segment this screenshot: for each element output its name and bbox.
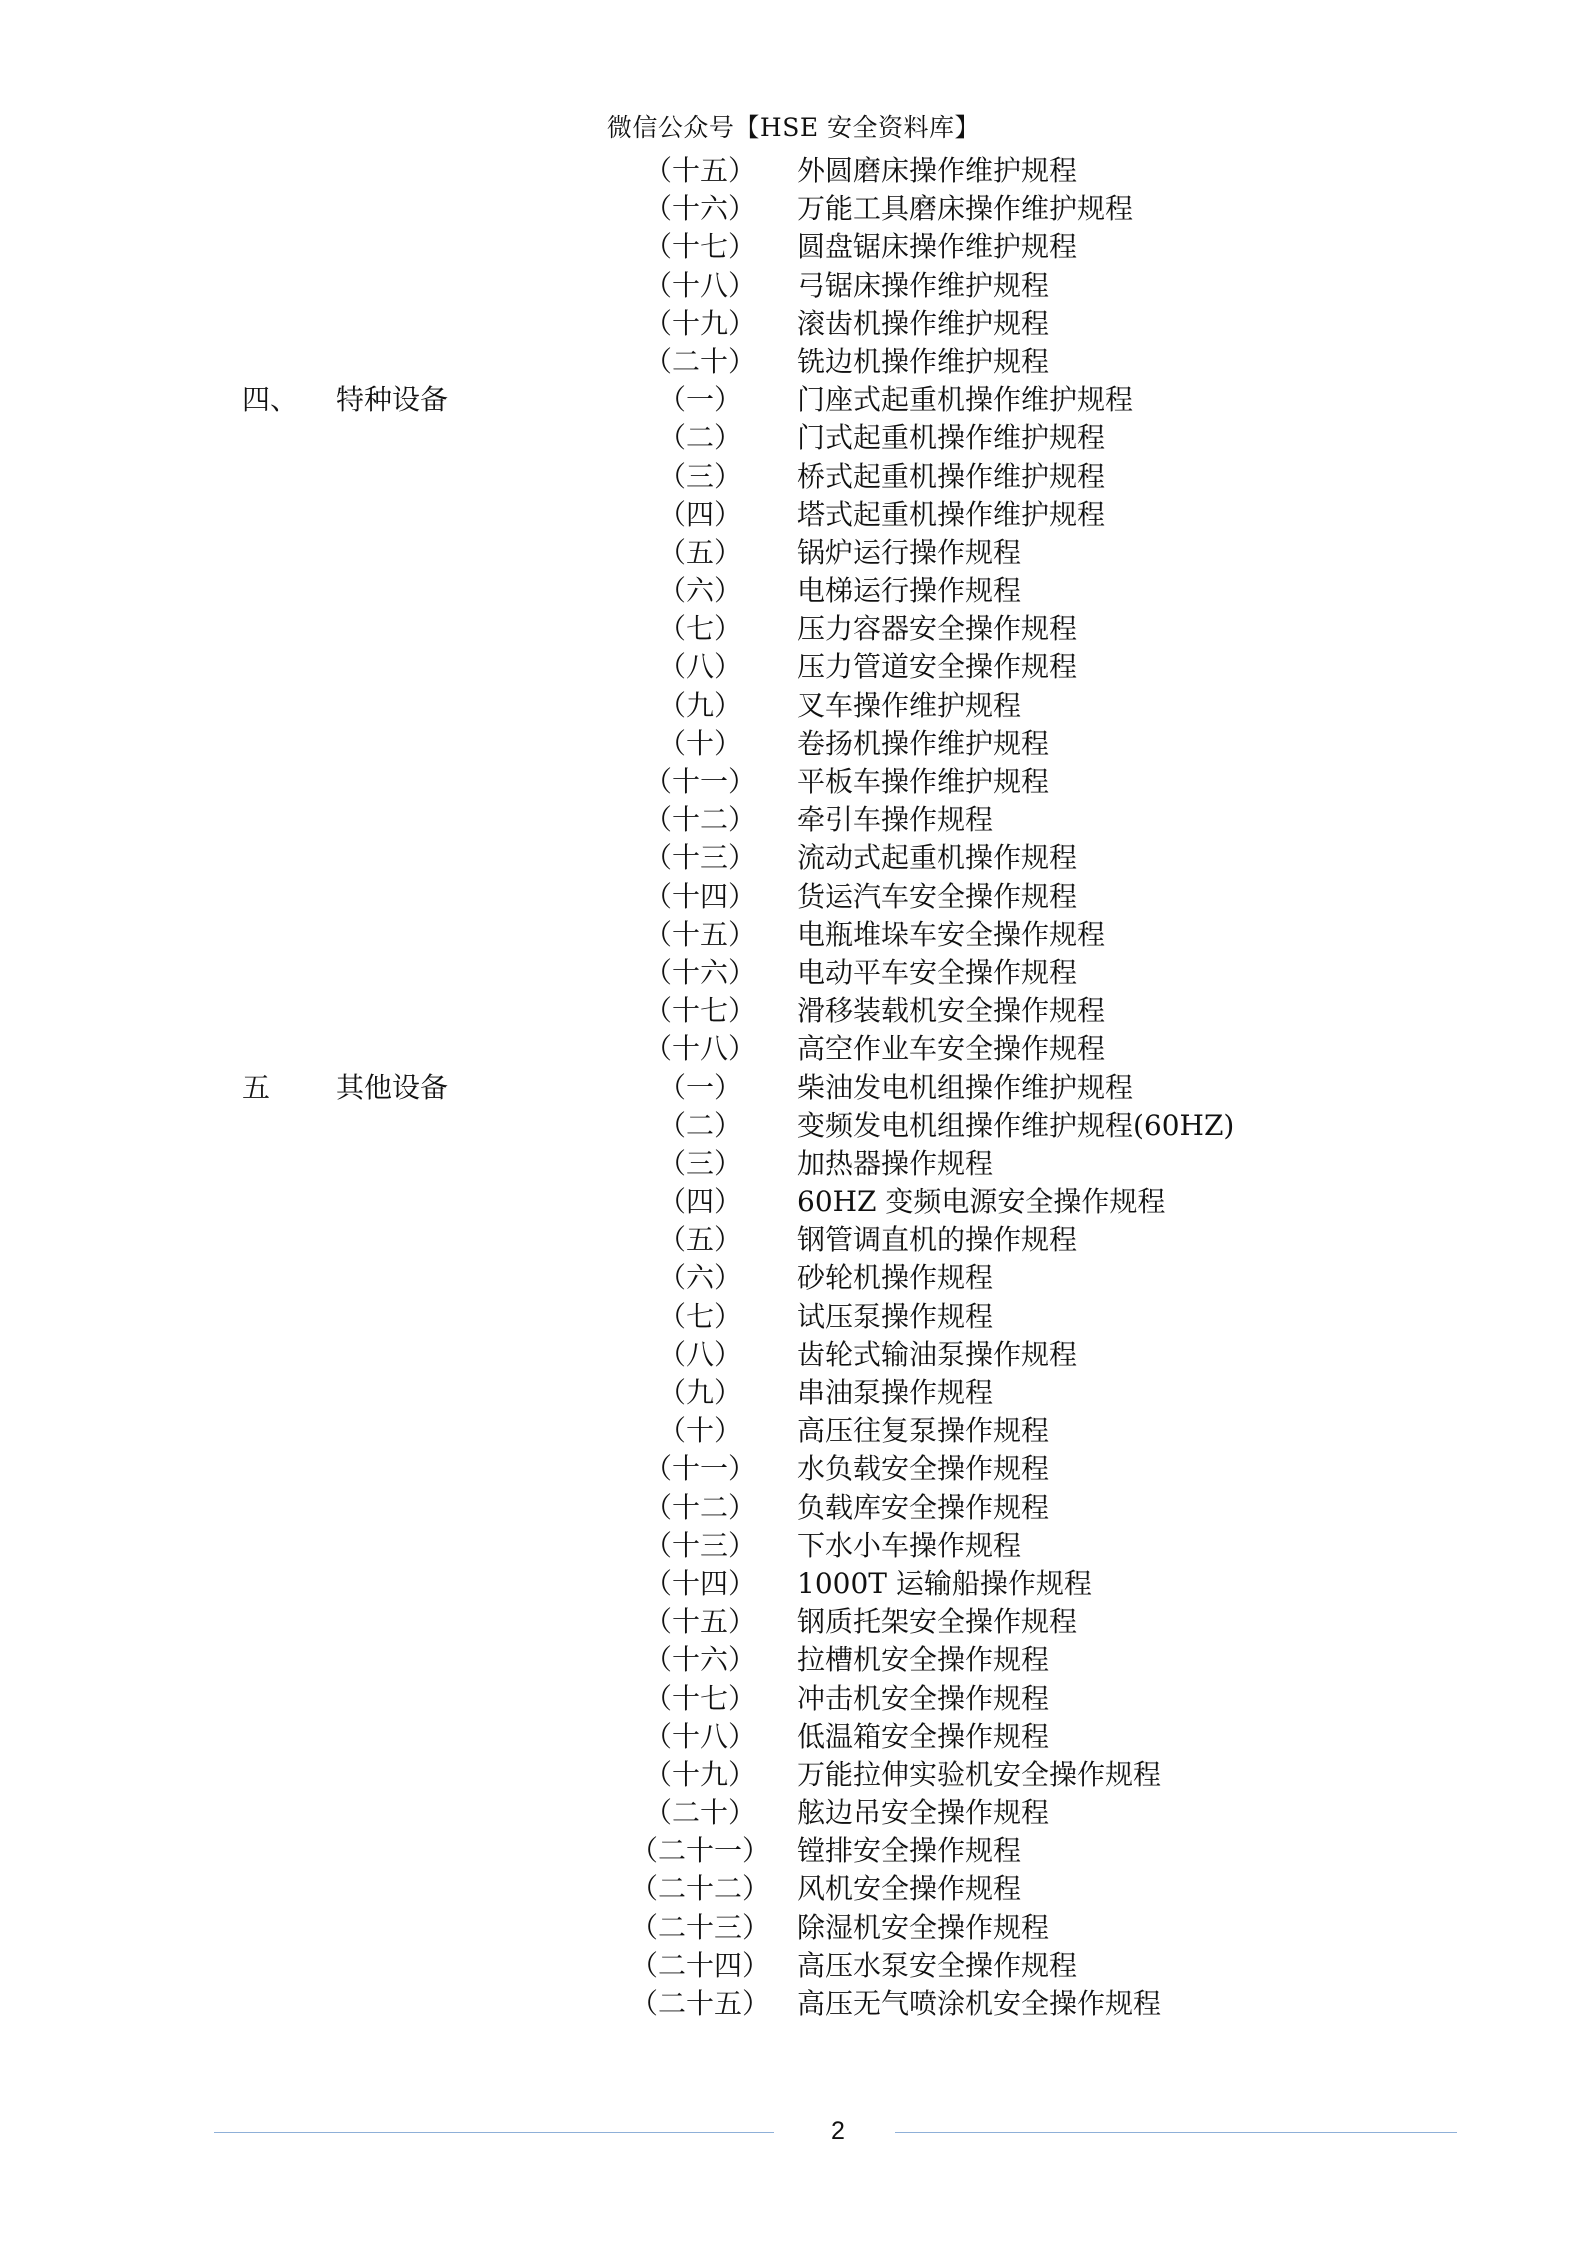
toc-row xyxy=(0,954,1587,992)
item-title: 牵引车操作规程 xyxy=(797,803,994,837)
item-number: （四） xyxy=(658,1185,743,1219)
item-number: （十四） xyxy=(644,879,757,913)
item-number: （二十三） xyxy=(630,1910,771,1944)
toc-row xyxy=(0,534,1587,572)
toc-row xyxy=(0,1221,1587,1259)
item-number: （十八） xyxy=(644,268,757,302)
toc-row xyxy=(0,1030,1587,1068)
toc-row xyxy=(0,1909,1587,1947)
item-number: （九） xyxy=(658,688,743,722)
toc-row xyxy=(0,1336,1587,1374)
item-title: 风机安全操作规程 xyxy=(797,1872,1022,1906)
toc-row xyxy=(0,419,1587,457)
item-title: 低温箱安全操作规程 xyxy=(797,1719,1050,1753)
item-number: （十八） xyxy=(644,1719,757,1753)
toc-row xyxy=(0,1603,1587,1641)
item-title: 钢管调直机的操作规程 xyxy=(797,1223,1078,1257)
toc-row xyxy=(0,228,1587,266)
item-number: （一） xyxy=(658,383,743,417)
item-title: 货运汽车安全操作规程 xyxy=(797,879,1078,913)
toc-row xyxy=(0,610,1587,648)
item-number: （二十四） xyxy=(630,1948,771,1982)
item-title: 弓锯床操作维护规程 xyxy=(797,268,1050,302)
item-number: （十） xyxy=(658,726,743,760)
item-number: （十一） xyxy=(644,1452,757,1486)
item-title: 串油泵操作规程 xyxy=(797,1376,994,1409)
section-title: 其他设备 xyxy=(336,1070,449,1104)
toc-row xyxy=(0,458,1587,496)
item-title: 压力容器安全操作规程 xyxy=(797,612,1078,646)
item-number: （十七） xyxy=(644,230,757,264)
item-number: （三） xyxy=(658,1146,743,1180)
item-number: （十九） xyxy=(644,1757,757,1791)
toc-row xyxy=(0,1756,1587,1794)
toc-row xyxy=(0,1832,1587,1870)
toc-row xyxy=(0,1374,1587,1412)
item-title: 拉槽机安全操作规程 xyxy=(797,1643,1050,1677)
toc-row xyxy=(0,1718,1587,1756)
item-title: 流动式起重机操作规程 xyxy=(797,841,1078,875)
item-number: （九） xyxy=(658,1376,743,1409)
toc-row xyxy=(0,1565,1587,1603)
toc-row xyxy=(0,1298,1587,1336)
toc-row xyxy=(0,1641,1587,1679)
toc-row xyxy=(0,1985,1587,2023)
item-number: （十八） xyxy=(644,1032,757,1066)
item-number: （六） xyxy=(658,1261,743,1295)
item-number: （十三） xyxy=(644,1528,757,1562)
item-number: （十二） xyxy=(644,803,757,837)
item-number: （二十二） xyxy=(630,1872,771,1906)
item-title: 水负载安全操作规程 xyxy=(797,1452,1050,1486)
toc-row xyxy=(0,1794,1587,1832)
toc-row xyxy=(0,1450,1587,1488)
toc-row xyxy=(0,267,1587,305)
section-number: 五 xyxy=(242,1070,271,1104)
item-title: 镗排安全操作规程 xyxy=(797,1834,1022,1868)
item-number: （八） xyxy=(658,1337,743,1371)
item-title: 负载库安全操作规程 xyxy=(797,1490,1050,1524)
item-number: （十三） xyxy=(644,841,757,875)
item-number: （二十） xyxy=(644,344,757,378)
item-number: （二十五） xyxy=(630,1987,771,2020)
item-title: 卷扬机操作维护规程 xyxy=(797,726,1050,760)
item-number: （二） xyxy=(658,1108,743,1142)
item-number: （十五） xyxy=(644,154,757,187)
toc-row xyxy=(0,152,1587,190)
toc-row xyxy=(0,1145,1587,1183)
section-title: 特种设备 xyxy=(336,383,449,417)
footer-divider-left xyxy=(214,2132,774,2133)
item-number: （三） xyxy=(658,459,743,493)
table-of-contents xyxy=(0,152,1587,2023)
section-number: 四、 xyxy=(242,383,299,417)
toc-row xyxy=(0,992,1587,1030)
item-title: 高压无气喷涂机安全操作规程 xyxy=(797,1987,1162,2020)
item-number: （十九） xyxy=(644,306,757,340)
toc-row xyxy=(0,839,1587,877)
toc-row xyxy=(0,1259,1587,1297)
toc-row xyxy=(0,305,1587,343)
item-title: 万能拉伸实验机安全操作规程 xyxy=(797,1757,1162,1791)
item-number: （四） xyxy=(658,497,743,531)
item-title: 电瓶堆垛车安全操作规程 xyxy=(797,917,1106,951)
item-number: （十五） xyxy=(644,917,757,951)
item-title: 门座式起重机操作维护规程 xyxy=(797,383,1134,417)
item-title: 砂轮机操作规程 xyxy=(797,1261,994,1295)
item-number: （二十一） xyxy=(630,1834,771,1868)
item-number: （二） xyxy=(658,421,743,455)
item-title: 钢质托架安全操作规程 xyxy=(797,1605,1078,1639)
item-title: 60HZ 变频电源安全操作规程 xyxy=(797,1185,1166,1219)
item-number: （十五） xyxy=(644,1605,757,1639)
toc-row xyxy=(0,687,1587,725)
item-number: （五） xyxy=(658,535,743,569)
item-title: 外圆磨床操作维护规程 xyxy=(797,154,1078,187)
item-number: （十六） xyxy=(644,192,757,226)
item-title: 门式起重机操作维护规程 xyxy=(797,421,1106,455)
item-number: （八） xyxy=(658,650,743,684)
toc-row xyxy=(0,1412,1587,1450)
item-number: （十四） xyxy=(644,1566,757,1600)
toc-row xyxy=(0,648,1587,686)
item-title: 试压泵操作规程 xyxy=(797,1299,994,1333)
item-title: 圆盘锯床操作维护规程 xyxy=(797,230,1078,264)
item-title: 万能工具磨床操作维护规程 xyxy=(797,192,1134,226)
item-title: 加热器操作规程 xyxy=(797,1146,994,1180)
toc-row xyxy=(0,801,1587,839)
item-title: 锅炉运行操作规程 xyxy=(797,535,1022,569)
item-number: （二十） xyxy=(644,1796,757,1830)
toc-row xyxy=(0,763,1587,801)
item-title: 压力管道安全操作规程 xyxy=(797,650,1078,684)
item-number: （七） xyxy=(658,1299,743,1333)
item-title: 滚齿机操作维护规程 xyxy=(797,306,1050,340)
item-title: 桥式起重机操作维护规程 xyxy=(797,459,1106,493)
item-number: （六） xyxy=(658,574,743,608)
item-number: （一） xyxy=(658,1070,743,1104)
toc-row xyxy=(0,878,1587,916)
toc-row xyxy=(0,1183,1587,1221)
footer-divider-right xyxy=(895,2132,1457,2133)
item-title: 变频发电机组操作维护规程(60HZ) xyxy=(797,1108,1235,1142)
item-title: 除湿机安全操作规程 xyxy=(797,1910,1050,1944)
item-title: 齿轮式输油泵操作规程 xyxy=(797,1337,1078,1371)
item-title: 电动平车安全操作规程 xyxy=(797,955,1078,989)
item-number: （十七） xyxy=(644,1681,757,1715)
toc-row xyxy=(0,343,1587,381)
page-header: 微信公众号【HSE 安全资料库】 xyxy=(606,113,981,142)
item-number: （七） xyxy=(658,612,743,646)
toc-row xyxy=(0,1680,1587,1718)
item-number: （十一） xyxy=(644,765,757,798)
item-title: 叉车操作维护规程 xyxy=(797,688,1022,722)
item-title: 铣边机操作维护规程 xyxy=(797,344,1050,378)
item-title: 下水小车操作规程 xyxy=(797,1528,1022,1562)
item-number: （十） xyxy=(658,1414,743,1448)
item-title: 柴油发电机组操作维护规程 xyxy=(797,1070,1134,1104)
item-title: 冲击机安全操作规程 xyxy=(797,1681,1050,1715)
item-number: （十二） xyxy=(644,1490,757,1524)
item-title: 高空作业车安全操作规程 xyxy=(797,1032,1106,1066)
toc-row xyxy=(0,381,1587,419)
item-title: 电梯运行操作规程 xyxy=(797,574,1022,608)
toc-row xyxy=(0,190,1587,228)
item-title: 平板车操作维护规程 xyxy=(797,765,1050,798)
toc-row xyxy=(0,1107,1587,1145)
toc-row xyxy=(0,916,1587,954)
item-number: （五） xyxy=(658,1223,743,1257)
item-title: 1000T 运输船操作规程 xyxy=(797,1566,1092,1600)
toc-row xyxy=(0,725,1587,763)
item-number: （十六） xyxy=(644,955,757,989)
item-title: 舷边吊安全操作规程 xyxy=(797,1796,1050,1830)
page-number: 2 xyxy=(831,2117,845,2145)
toc-row xyxy=(0,1069,1587,1107)
toc-row xyxy=(0,496,1587,534)
item-title: 滑移装载机安全操作规程 xyxy=(797,994,1106,1028)
toc-row xyxy=(0,1870,1587,1908)
toc-row xyxy=(0,1489,1587,1527)
toc-row xyxy=(0,1947,1587,1985)
item-number: （十七） xyxy=(644,994,757,1028)
item-title: 塔式起重机操作维护规程 xyxy=(797,497,1106,531)
toc-row xyxy=(0,1527,1587,1565)
item-number: （十六） xyxy=(644,1643,757,1677)
toc-row xyxy=(0,572,1587,610)
item-title: 高压水泵安全操作规程 xyxy=(797,1948,1078,1982)
item-title: 高压往复泵操作规程 xyxy=(797,1414,1050,1448)
